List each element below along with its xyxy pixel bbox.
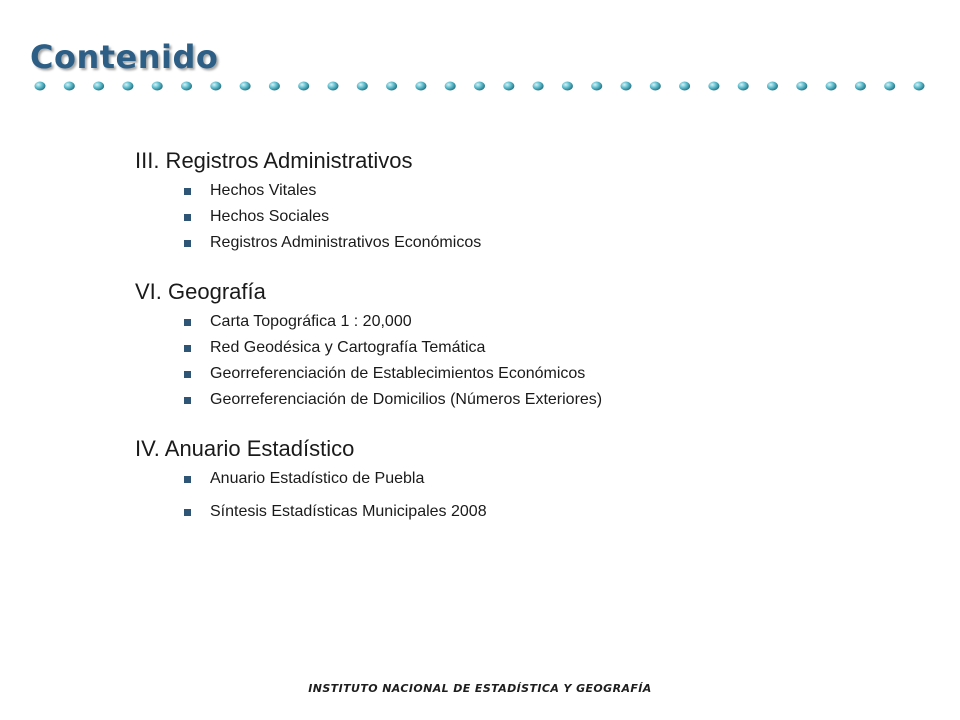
decorative-dot (298, 82, 309, 91)
decorative-dot (591, 82, 602, 91)
decorative-dot (650, 82, 661, 91)
list-item (135, 361, 915, 387)
list-item-label: Georreferenciación de Establecimientos Económicos (210, 365, 586, 382)
decorative-dot (855, 82, 866, 91)
square-bullet-icon (184, 476, 191, 483)
decorative-dot (122, 82, 133, 91)
list-item (135, 335, 915, 361)
item-list (135, 178, 915, 256)
decorative-dot (738, 82, 749, 91)
list-item (135, 178, 915, 204)
decorative-dot (621, 82, 632, 91)
decorative-dot (826, 82, 837, 91)
decorative-dot (269, 82, 280, 91)
list-item (135, 466, 915, 492)
decorative-dot (562, 82, 573, 91)
section-title: III. Registros Administrativos (135, 148, 413, 173)
square-bullet-icon (184, 371, 191, 378)
decorative-dot (533, 82, 544, 91)
decorative-dot (328, 82, 339, 91)
section-title: IV. Anuario Estadístico (135, 436, 355, 461)
list-item (135, 499, 915, 525)
footer-institution: INSTITUTO NACIONAL DE ESTADÍSTICA Y GEOGRAFÍA (308, 682, 652, 695)
list-item (135, 309, 915, 335)
list-item (135, 387, 915, 413)
list-item-label: Carta Topográfica 1 : 20,000 (210, 313, 412, 330)
list-item-label: Anuario Estadístico de Puebla (210, 470, 425, 487)
decorative-dot (35, 82, 46, 91)
decorative-dot (884, 82, 895, 91)
item-list (135, 466, 915, 525)
square-bullet-icon (184, 240, 191, 247)
decorative-dot (386, 82, 397, 91)
section-registros (135, 146, 915, 256)
decorative-dot (474, 82, 485, 91)
list-item-label: Red Geodésica y Cartografía Temática (210, 339, 486, 356)
decorative-dot (679, 82, 690, 91)
decorative-dot (64, 82, 75, 91)
decorative-dot (796, 82, 807, 91)
decorative-dot-line (34, 78, 934, 94)
page-title: Contenido (30, 38, 219, 76)
list-item (135, 204, 915, 230)
decorative-dot (767, 82, 778, 91)
decorative-dot (503, 82, 514, 91)
square-bullet-icon (184, 509, 191, 516)
decorative-dot (708, 82, 719, 91)
decorative-dot (181, 82, 192, 91)
list-item-label: Georreferenciación de Domicilios (Números Exteriores) (210, 391, 603, 408)
square-bullet-icon (184, 188, 191, 195)
square-bullet-icon (184, 319, 191, 326)
square-bullet-icon (184, 397, 191, 404)
decorative-dot (93, 82, 104, 91)
list-item (135, 230, 915, 256)
item-list (135, 309, 915, 413)
decorative-dot (445, 82, 456, 91)
list-item-label: Registros Administrativos Económicos (210, 234, 482, 251)
content-list (135, 146, 915, 546)
decorative-dot (415, 82, 426, 91)
list-item-label: Hechos Vitales (210, 182, 317, 199)
decorative-dot (152, 82, 163, 91)
square-bullet-icon (184, 214, 191, 221)
section-geografia (135, 277, 915, 413)
list-item-label: Síntesis Estadísticas Municipales 2008 (210, 503, 487, 520)
section-anuario (135, 434, 915, 525)
decorative-dot (210, 82, 221, 91)
list-item-label: Hechos Sociales (210, 208, 330, 225)
section-title: VI. Geografía (135, 279, 266, 304)
decorative-dot (357, 82, 368, 91)
decorative-dot (914, 82, 925, 91)
decorative-dot (240, 82, 251, 91)
square-bullet-icon (184, 345, 191, 352)
